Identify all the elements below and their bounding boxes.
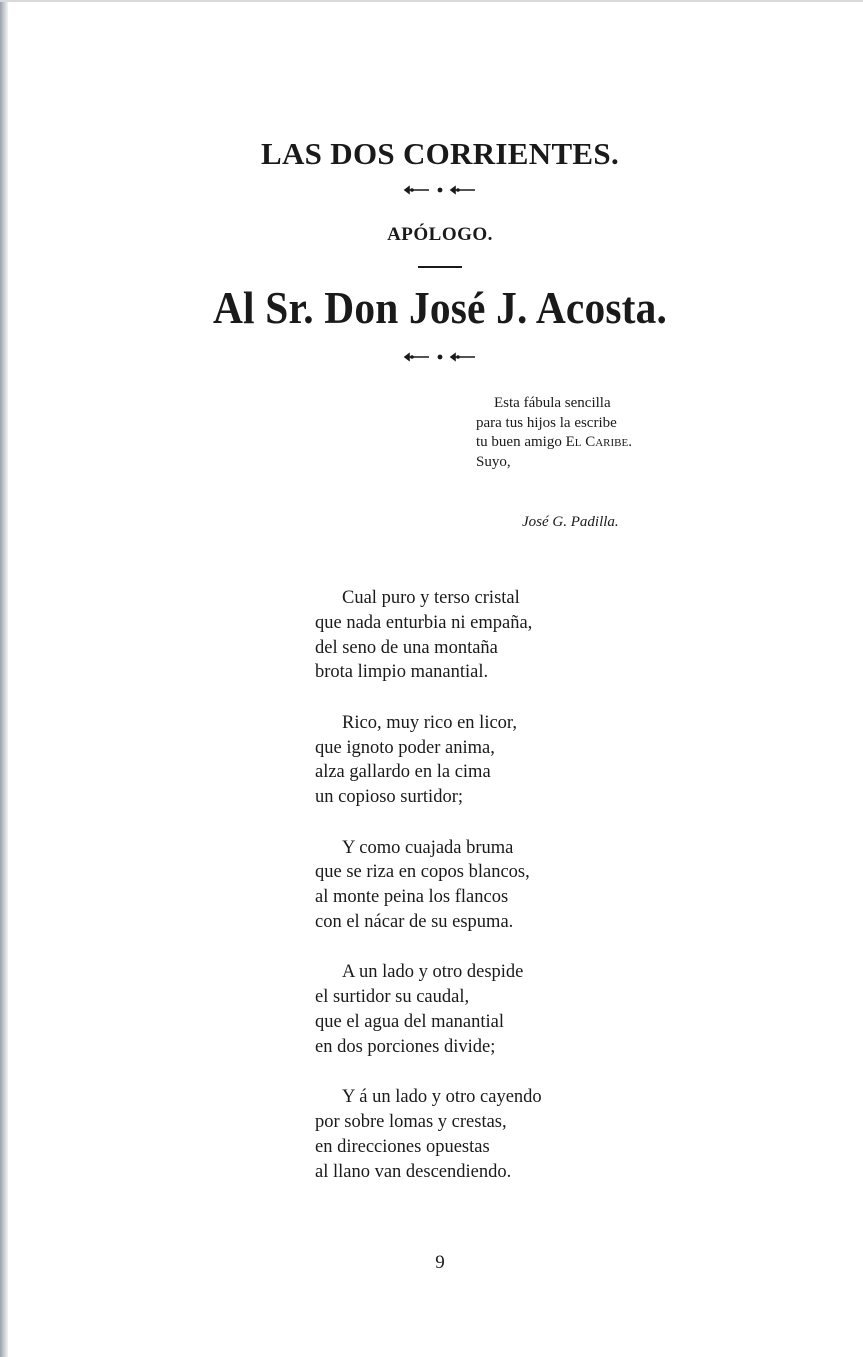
stanza xyxy=(315,586,542,685)
verse-line: que se riza en copos blancos, xyxy=(315,862,530,883)
verse-line: A un lado y otro despide xyxy=(342,962,524,983)
dedication-heading: Al Sr. Don José J. Acosta. xyxy=(212,283,668,333)
poem-subtitle: APÓLOGO. xyxy=(387,224,493,245)
poem-title: LAS DOS CORRIENTES. xyxy=(261,136,619,171)
poem-body xyxy=(315,586,542,1210)
epigraph-line: Suyo, xyxy=(476,453,511,470)
verse-line: en dos porciones divide; xyxy=(315,1036,496,1057)
verse-line: Rico, muy rico en licor, xyxy=(342,712,517,733)
verse-line: un copioso surtidor; xyxy=(315,787,463,808)
verse-line: Y como cuajada bruma xyxy=(342,837,514,858)
verse-line: al monte peina los flancos xyxy=(315,887,509,908)
section-rule xyxy=(418,266,462,268)
stanza xyxy=(315,711,542,810)
verse-line: Y á un lado y otro cayendo xyxy=(342,1087,542,1108)
verse-line: con el nácar de su espuma. xyxy=(315,911,514,932)
epigraph-smallcaps-name: El Caribe. xyxy=(565,434,632,450)
fleuron-divider-icon xyxy=(0,349,863,361)
verse-line: que nada enturbia ni empaña, xyxy=(315,612,533,633)
verse-line: brota limpio manantial. xyxy=(315,662,489,683)
verse-line: en direcciones opuestas xyxy=(315,1136,490,1157)
verse-line: el surtidor su caudal, xyxy=(315,987,470,1008)
verse-line: que el agua del manantial xyxy=(315,1011,505,1032)
stanza xyxy=(315,960,542,1059)
stanza xyxy=(315,836,542,935)
epigraph-line: para tus hijos la escribe xyxy=(476,414,617,431)
verse-line: Cual puro y terso cristal xyxy=(342,588,520,608)
epigraph-line xyxy=(476,433,632,453)
epigraph-line-text: tu buen amigo xyxy=(476,434,566,450)
epigraph-line: Esta fábula sencilla xyxy=(494,395,611,411)
stanza xyxy=(315,1085,542,1184)
page-number: 9 xyxy=(435,1252,445,1273)
verse-line: por sobre lomas y crestas, xyxy=(315,1111,507,1132)
verse-line: al llano van descendiendo. xyxy=(315,1161,512,1182)
verse-line: del seno de una montaña xyxy=(315,637,498,658)
epigraph xyxy=(476,394,632,472)
author-signature: José G. Padilla. xyxy=(522,514,619,530)
fleuron-divider-icon xyxy=(0,182,863,194)
verse-line: que ignoto poder anima, xyxy=(315,737,495,758)
verse-line: alza gallardo en la cima xyxy=(315,762,491,783)
